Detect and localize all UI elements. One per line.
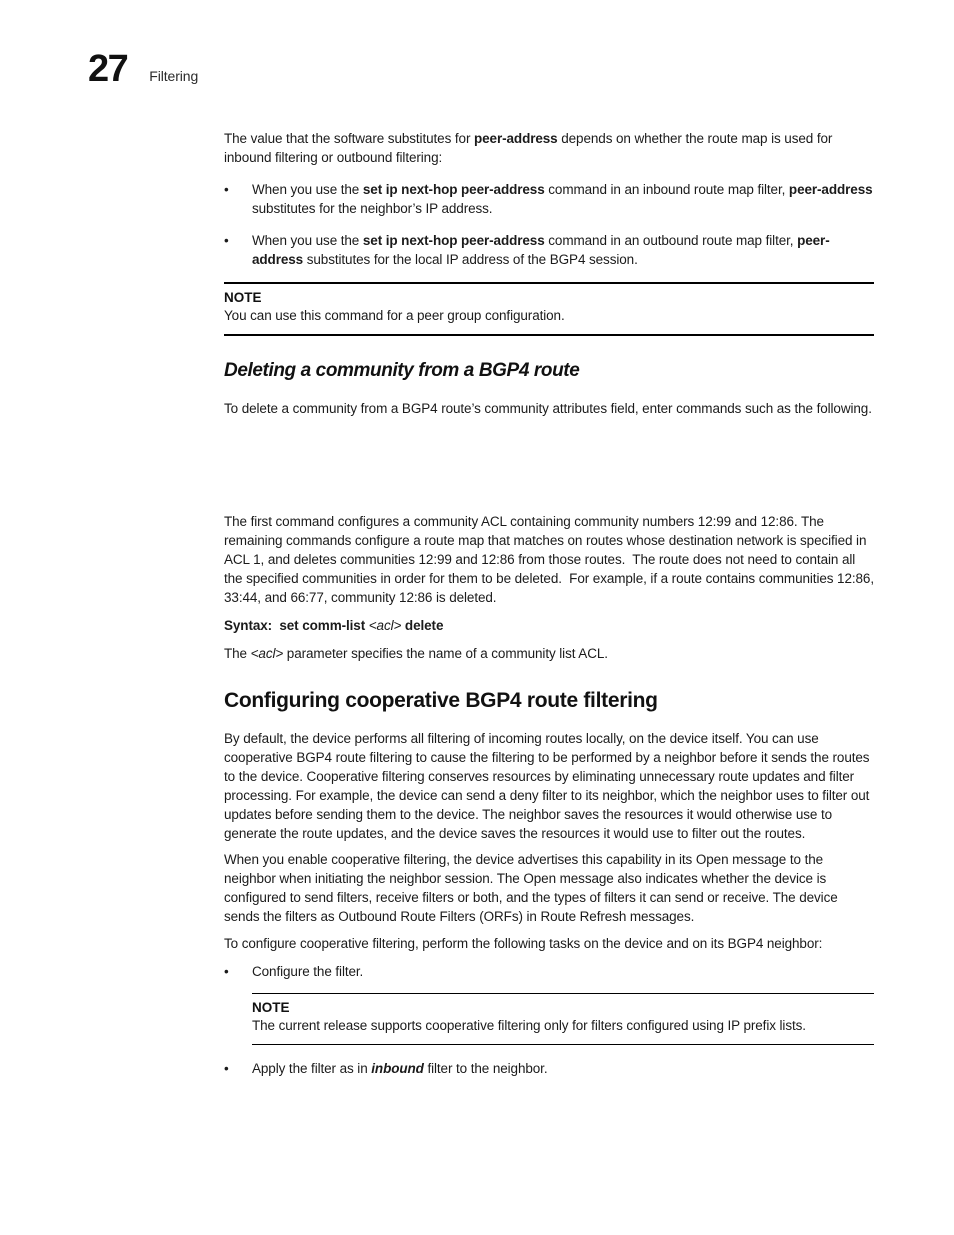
text-run: set ip next-hop peer-address bbox=[362, 233, 545, 248]
syntax-line bbox=[224, 616, 874, 635]
text-run: filter to the neighbor. bbox=[423, 1061, 548, 1076]
text-run: Apply the filter as in bbox=[252, 1061, 372, 1076]
bullet-text-configure-filter: Configure the filter. bbox=[252, 964, 364, 979]
code-example-blank-area bbox=[224, 418, 874, 512]
text-run: peer-address bbox=[252, 233, 830, 267]
paragraph-delete-intro: To delete a community from a BGP4 route’s community attributes field, enter commands such as the following. bbox=[224, 401, 872, 416]
text-run: command in an inbound route map filter, bbox=[544, 182, 789, 197]
list-item-inbound bbox=[224, 180, 874, 218]
text-run: Syntax: set comm-list bbox=[224, 618, 369, 633]
paragraph-acl-param bbox=[224, 644, 874, 663]
text-run: inbound bbox=[371, 1061, 424, 1076]
note-block-current-release bbox=[252, 993, 874, 1045]
bullet-icon: • bbox=[224, 964, 229, 979]
bullet-icon: • bbox=[224, 233, 229, 248]
note-label: NOTE bbox=[252, 1000, 290, 1015]
page-body bbox=[224, 129, 874, 1078]
paragraph-by-default: By default, the device performs all filtering of incoming routes locally, on the device itself. You can use cooperative BGP4 route filtering to cause the filtering to be performed by a neighbor before it sends the routes to the device. Cooperative filtering conserves resources by eliminating unnecessary route updates and filter processing. For example, the device can send a deny filter to its neighbor, which the neighbor uses to filter out updates before sending them to the device. The neighbor saves the resources it would otherwise use to generate the route updates, and the device saves the resources it would use to filter out the routes. bbox=[224, 731, 870, 841]
text-run: peer-address bbox=[474, 131, 558, 146]
text-run: depends on whether the route map is used for inbound filtering or outbound filtering: bbox=[224, 131, 833, 165]
paragraph-first-command: The first command configures a community ACL containing community numbers 12:99 and 12:86. The remaining commands configure a route map that matches on routes whose destination network is specified in ACL 1, and deletes communities 12:99 and 12:86 from those routes. The route does not need to contain all the specified communities in order for them to be deleted. For example, if a route contains communities 12:86, 33:44, and 66:77, community 12:86 is deleted. bbox=[224, 514, 874, 605]
text-run: substitutes for the neighbor’s IP address. bbox=[252, 201, 493, 216]
text-run: set ip next-hop peer-address bbox=[362, 182, 545, 197]
text-run: <acl> bbox=[250, 646, 284, 661]
bullet-icon: • bbox=[224, 182, 229, 197]
text-run: peer-address bbox=[788, 182, 873, 197]
paragraph-when-enable: When you enable cooperative filtering, the device advertises this capability in its Open message to the neighbor when initiating the neighbor session. The Open message also indicates whether the device is configured to send filters, receive filters or both, and the types of filters it can send or receive. The device sends the filters as Outbound Route Filters (ORFs) in Route Refresh messages. bbox=[224, 852, 838, 924]
list-item-apply-filter bbox=[224, 1059, 874, 1078]
note-label: NOTE bbox=[224, 290, 262, 305]
chapter-header bbox=[88, 50, 198, 88]
text-run: delete bbox=[401, 618, 444, 633]
text-run: command in an outbound route map filter, bbox=[544, 233, 798, 248]
bullet-text-inbound bbox=[252, 180, 874, 218]
chapter-number: 27 bbox=[88, 48, 128, 90]
note-text: You can use this command for a peer group configuration. bbox=[224, 308, 565, 323]
text-run: When you use the bbox=[252, 182, 363, 197]
chapter-title: Filtering bbox=[149, 68, 199, 84]
subsection-heading-deleting-community: Deleting a community from a BGP4 route bbox=[224, 360, 580, 381]
list-item-outbound bbox=[224, 231, 874, 269]
text-run: The bbox=[224, 646, 251, 661]
text-run: <acl> bbox=[368, 618, 402, 633]
note-text: The current release supports cooperative filtering only for filters configured using IP prefix lists. bbox=[252, 1018, 806, 1033]
bullet-icon: • bbox=[224, 1061, 229, 1076]
text-run: The value that the software substitutes for bbox=[224, 131, 474, 146]
text-run: parameter specifies the name of a community list ACL. bbox=[283, 646, 608, 661]
bullet-text-outbound bbox=[252, 231, 874, 269]
paragraph-to-configure: To configure cooperative filtering, perform the following tasks on the device and on its BGP4 neighbor: bbox=[224, 936, 823, 951]
bullet-list-route-map bbox=[224, 180, 874, 269]
note-block-peer-group bbox=[224, 282, 874, 336]
paragraph-peer-address-intro bbox=[224, 129, 874, 167]
text-run: When you use the bbox=[252, 233, 363, 248]
bullet-text-apply-filter bbox=[252, 1059, 874, 1078]
section-heading-cooperative-filtering: Configuring cooperative BGP4 route filtering bbox=[224, 689, 658, 712]
text-run: substitutes for the local IP address of the BGP4 session. bbox=[303, 252, 638, 267]
list-item-configure-filter bbox=[224, 962, 874, 981]
